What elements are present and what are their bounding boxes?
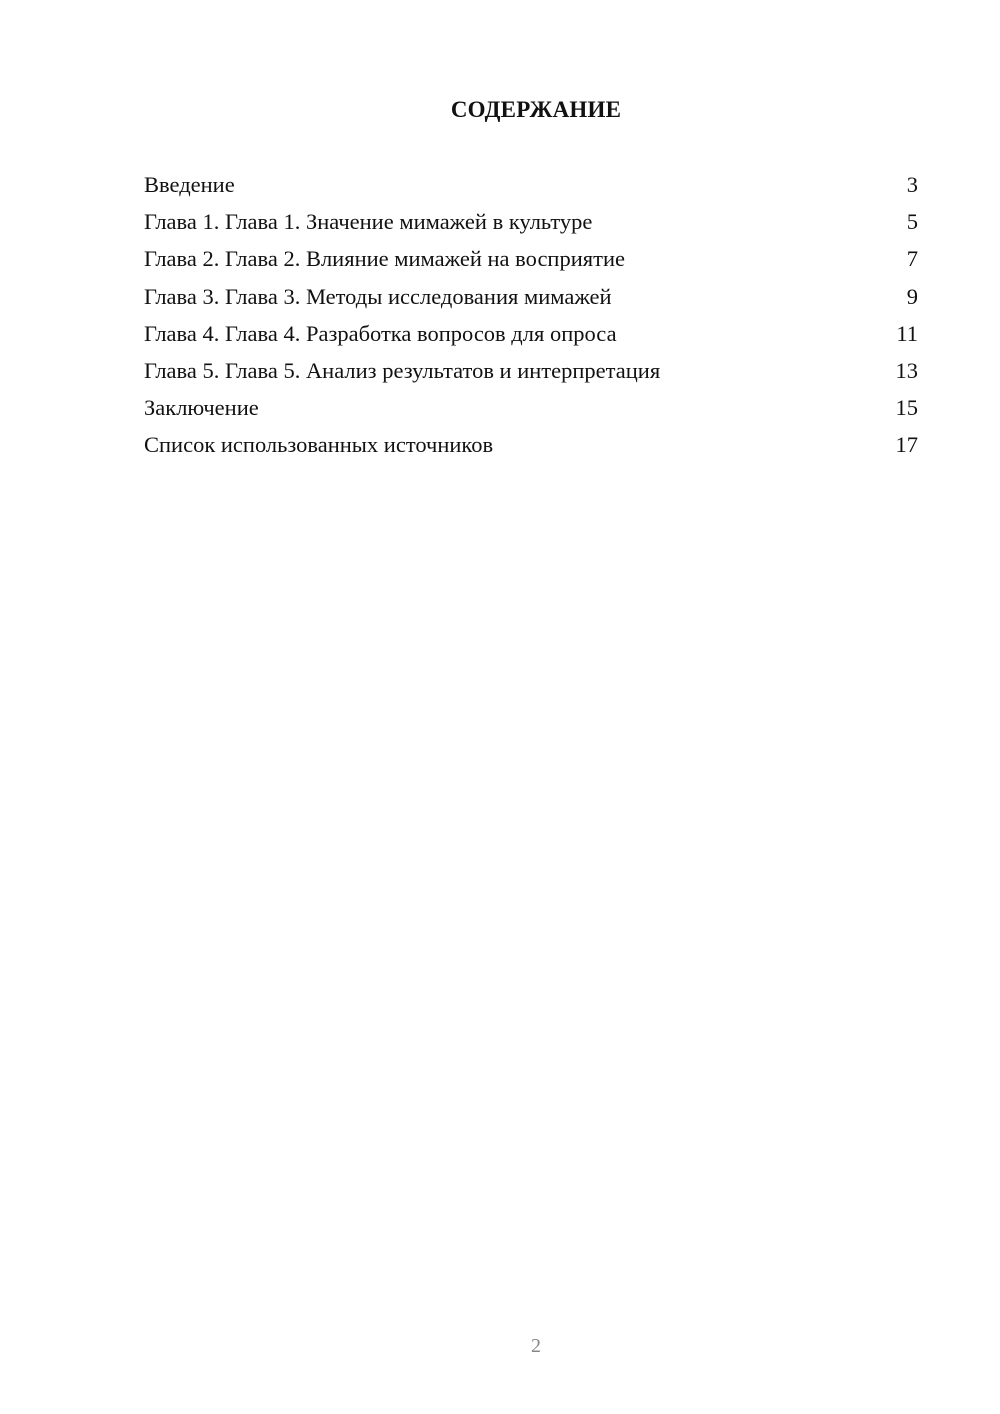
toc-entry-label: Глава 4. Глава 4. Разработка вопросов для опроса xyxy=(144,320,617,346)
toc-entry-chapter-1[interactable] xyxy=(144,205,918,242)
toc-entry-label: Введение xyxy=(144,172,235,197)
toc-entry-label: Список использованных источников xyxy=(144,432,494,458)
toc-entry-label: Глава 1. Глава 1. Значение мимажей в культуре xyxy=(144,209,593,235)
toc-entry-chapter-2[interactable] xyxy=(144,242,918,279)
toc-entry-page: 3 xyxy=(906,172,918,197)
toc-entry-page: 7 xyxy=(906,246,918,272)
toc-entry-page: 5 xyxy=(906,209,918,235)
toc-entry-chapter-3[interactable] xyxy=(144,280,918,317)
toc-entry-page: 15 xyxy=(895,395,918,421)
toc-entry-chapter-4[interactable] xyxy=(144,317,918,354)
toc-entry-label: Глава 3. Глава 3. Методы исследования мимажей xyxy=(144,283,612,309)
toc-entry-label: Глава 5. Глава 5. Анализ результатов и интерпретация xyxy=(144,357,661,383)
toc-entry-introduction[interactable] xyxy=(144,168,918,205)
table-of-contents xyxy=(144,168,918,466)
toc-entry-label: Заключение xyxy=(144,395,259,421)
toc-entry-conclusion[interactable] xyxy=(144,391,918,428)
toc-entry-page: 9 xyxy=(906,283,918,309)
page-number: 2 xyxy=(531,1335,541,1357)
toc-entry-label: Глава 2. Глава 2. Влияние мимажей на восприятие xyxy=(144,246,625,272)
toc-entry-page: 17 xyxy=(895,432,918,458)
toc-entry-page: 11 xyxy=(896,320,918,346)
toc-entry-chapter-5[interactable] xyxy=(144,354,918,391)
page-title: СОДЕРЖАНИЕ xyxy=(450,97,622,122)
toc-entry-references[interactable] xyxy=(144,428,918,465)
toc-entry-page: 13 xyxy=(895,357,918,383)
